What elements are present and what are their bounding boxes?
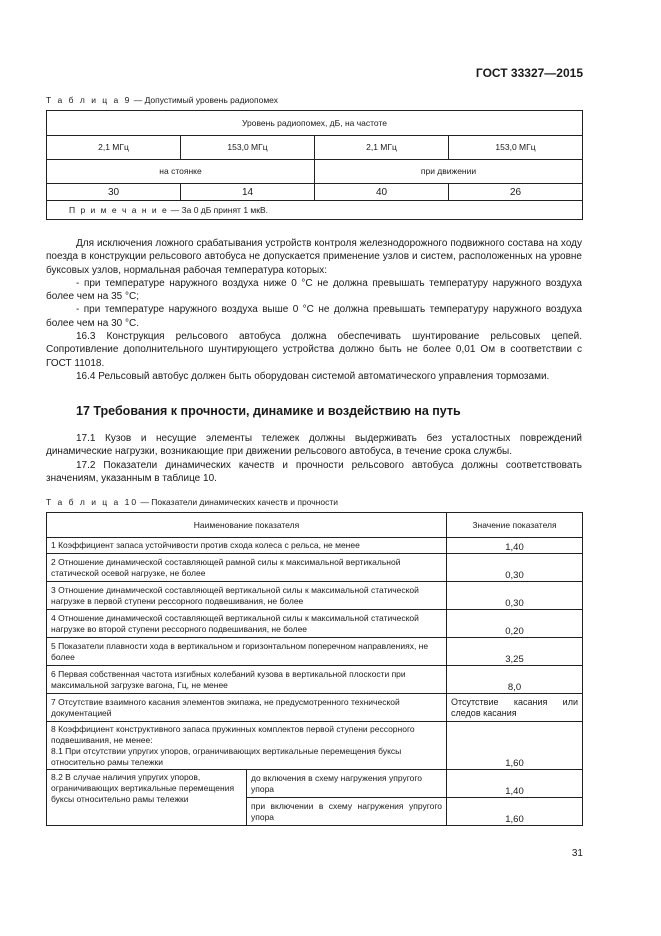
table10-header-name: Наименование показателя xyxy=(47,513,447,538)
table9-note-text: — За 0 дБ принят 1 мкВ. xyxy=(168,204,268,215)
table10-row-name: 3 Отношение динамической составляющей вертикальной силы к максимальной статической нагрузке в первой ступени рессорного подвешивания, не более xyxy=(47,582,447,610)
table9 xyxy=(46,110,583,220)
body-text-17 xyxy=(46,432,582,485)
body-text-16 xyxy=(46,237,582,383)
table9-mode: на стоянке xyxy=(47,160,315,184)
table9-value: 26 xyxy=(449,184,583,201)
table9-top-header: Уровень радиопомех, дБ, на частоте xyxy=(47,111,583,136)
paragraph: 17.1 Кузов и несущие элементы тележек должны выдерживать без усталостных повреждений динамические нагрузки, возникающие при движении рельсового автобуса, в течение срока службы. xyxy=(46,433,582,458)
document-header: ГОСТ 33327—2015 xyxy=(475,66,583,80)
table10-row82b-value: 1,60 xyxy=(447,798,583,826)
table10-row82b-cond: при включении в схему нагружения упругого упора xyxy=(247,798,447,826)
table10-row-name: 7 Отсутствие взаимного касания элементов экипажа, не предусмотренного технической документацией xyxy=(47,694,447,722)
paragraph: Для исключения ложного срабатывания устройств контроля железнодорожного подвижного состава на ходу поезда в конструкции рельсового автобуса не допускается применение узлов и систем, расположенных на уровне буксовых узлов, нормальная рабочая температура которых: xyxy=(46,238,582,276)
paragraph: - при температуре наружного воздуха ниже 0 °С не должна превышать температуру наружного воздуха более чем на 35 °С; xyxy=(46,277,582,303)
table10-row-name: 5 Показатели плавности хода в вертикальном и горизонтальном поперечном направлениях, не более xyxy=(47,638,447,666)
table10-row-value: 1,40 xyxy=(447,538,583,554)
table9-freq: 153,0 МГц xyxy=(449,136,583,160)
page-number: 31 xyxy=(571,848,583,859)
table9-value: 14 xyxy=(181,184,315,201)
table10-row-value: 0,30 xyxy=(447,554,583,582)
table10-row-value: Отсутствие касания или следов касания xyxy=(447,694,583,722)
paragraph: 16.4 Рельсовый автобус должен быть оборудован системой автоматического управления тормозами. xyxy=(76,370,550,382)
table10-row-name: 1 Коэффициент запаса устойчивости против схода колеса с рельса, не менее xyxy=(47,538,447,554)
paragraph: 17.2 Показатели динамических качеств и прочности рельсового автобуса должны соответствовать значениям, указанным в таблице 10. xyxy=(46,459,582,484)
section-17-title: 17 Требования к прочности, динамике и воздействию на путь xyxy=(76,404,461,418)
table10-header-value: Значение показателя xyxy=(447,513,583,538)
table9-value: 40 xyxy=(315,184,449,201)
table9-freq: 153,0 МГц xyxy=(181,136,315,160)
table10-row-name: 2 Отношение динамической составляющей рамной силы к максимальной вертикальной статической осевой нагрузке, не более xyxy=(47,554,447,582)
table10-row-value: 8,0 xyxy=(447,666,583,694)
table10-row82a-value: 1,40 xyxy=(447,770,583,798)
table10-row-value: 3,25 xyxy=(447,638,583,666)
table10-caption-title: — Показатели динамических качеств и прочности xyxy=(138,497,338,507)
table9-caption-prefix: Т а б л и ц а 9 xyxy=(46,95,132,105)
table10-row82-name: 8.2 В случае наличия упругих упоров, ограничивающих вертикальные перемещения буксы относительно рамы тележки xyxy=(47,770,247,826)
table10-row-value: 0,30 xyxy=(447,582,583,610)
table10-row-name: 4 Отношение динамической составляющей вертикальной силы к максимальной статической нагрузке во второй ступени рессорного подвешивания, не более xyxy=(47,610,447,638)
table10-row8 xyxy=(47,722,447,770)
table10-caption-prefix: Т а б л и ц а 10 xyxy=(46,497,139,507)
table9-caption-title: — Допустимый уровень радиопомех xyxy=(131,95,278,105)
table10-row81-name: 8.1 При отсутствии упругих упоров, ограничивающих вертикальные перемещения буксы относительно рамы тележки xyxy=(51,746,402,767)
table9-mode: при движении xyxy=(315,160,583,184)
table10-row-value: 0,20 xyxy=(447,610,583,638)
table10-row82a-cond: до включения в схему нагружения упругого упора xyxy=(247,770,447,798)
table10-row8-name: 8 Коэффициент конструктивного запаса пружинных комплектов первой ступени рессорного подвешивания, не менее: xyxy=(51,724,415,745)
table10 xyxy=(46,512,583,826)
table9-note xyxy=(47,201,583,220)
paragraph: 16.3 Конструкция рельсового автобуса должна обеспечивать шунтирование рельсовых цепей. Сопротивление дополнительного шунтирующего устройства должно быть не более 0,01 Ом в соответствии с ГОСТ 11018. xyxy=(46,331,582,369)
table10-row81-value: 1,60 xyxy=(447,722,583,770)
table10-caption xyxy=(46,497,338,507)
table9-freq: 2,1 МГц xyxy=(315,136,449,160)
table9-freq: 2,1 МГц xyxy=(47,136,181,160)
table9-value: 30 xyxy=(47,184,181,201)
table9-caption xyxy=(46,95,278,105)
table10-row-name: 6 Первая собственная частота изгибных колебаний кузова в вертикальной плоскости при максимальной загрузке вагона, Гц, не менее xyxy=(47,666,447,694)
table9-note-prefix: П р и м е ч а н и е xyxy=(69,204,169,215)
paragraph: - при температуре наружного воздуха выше 0 °С не должна превышать температуру наружного воздуха более чем на 30 °С. xyxy=(46,304,582,329)
